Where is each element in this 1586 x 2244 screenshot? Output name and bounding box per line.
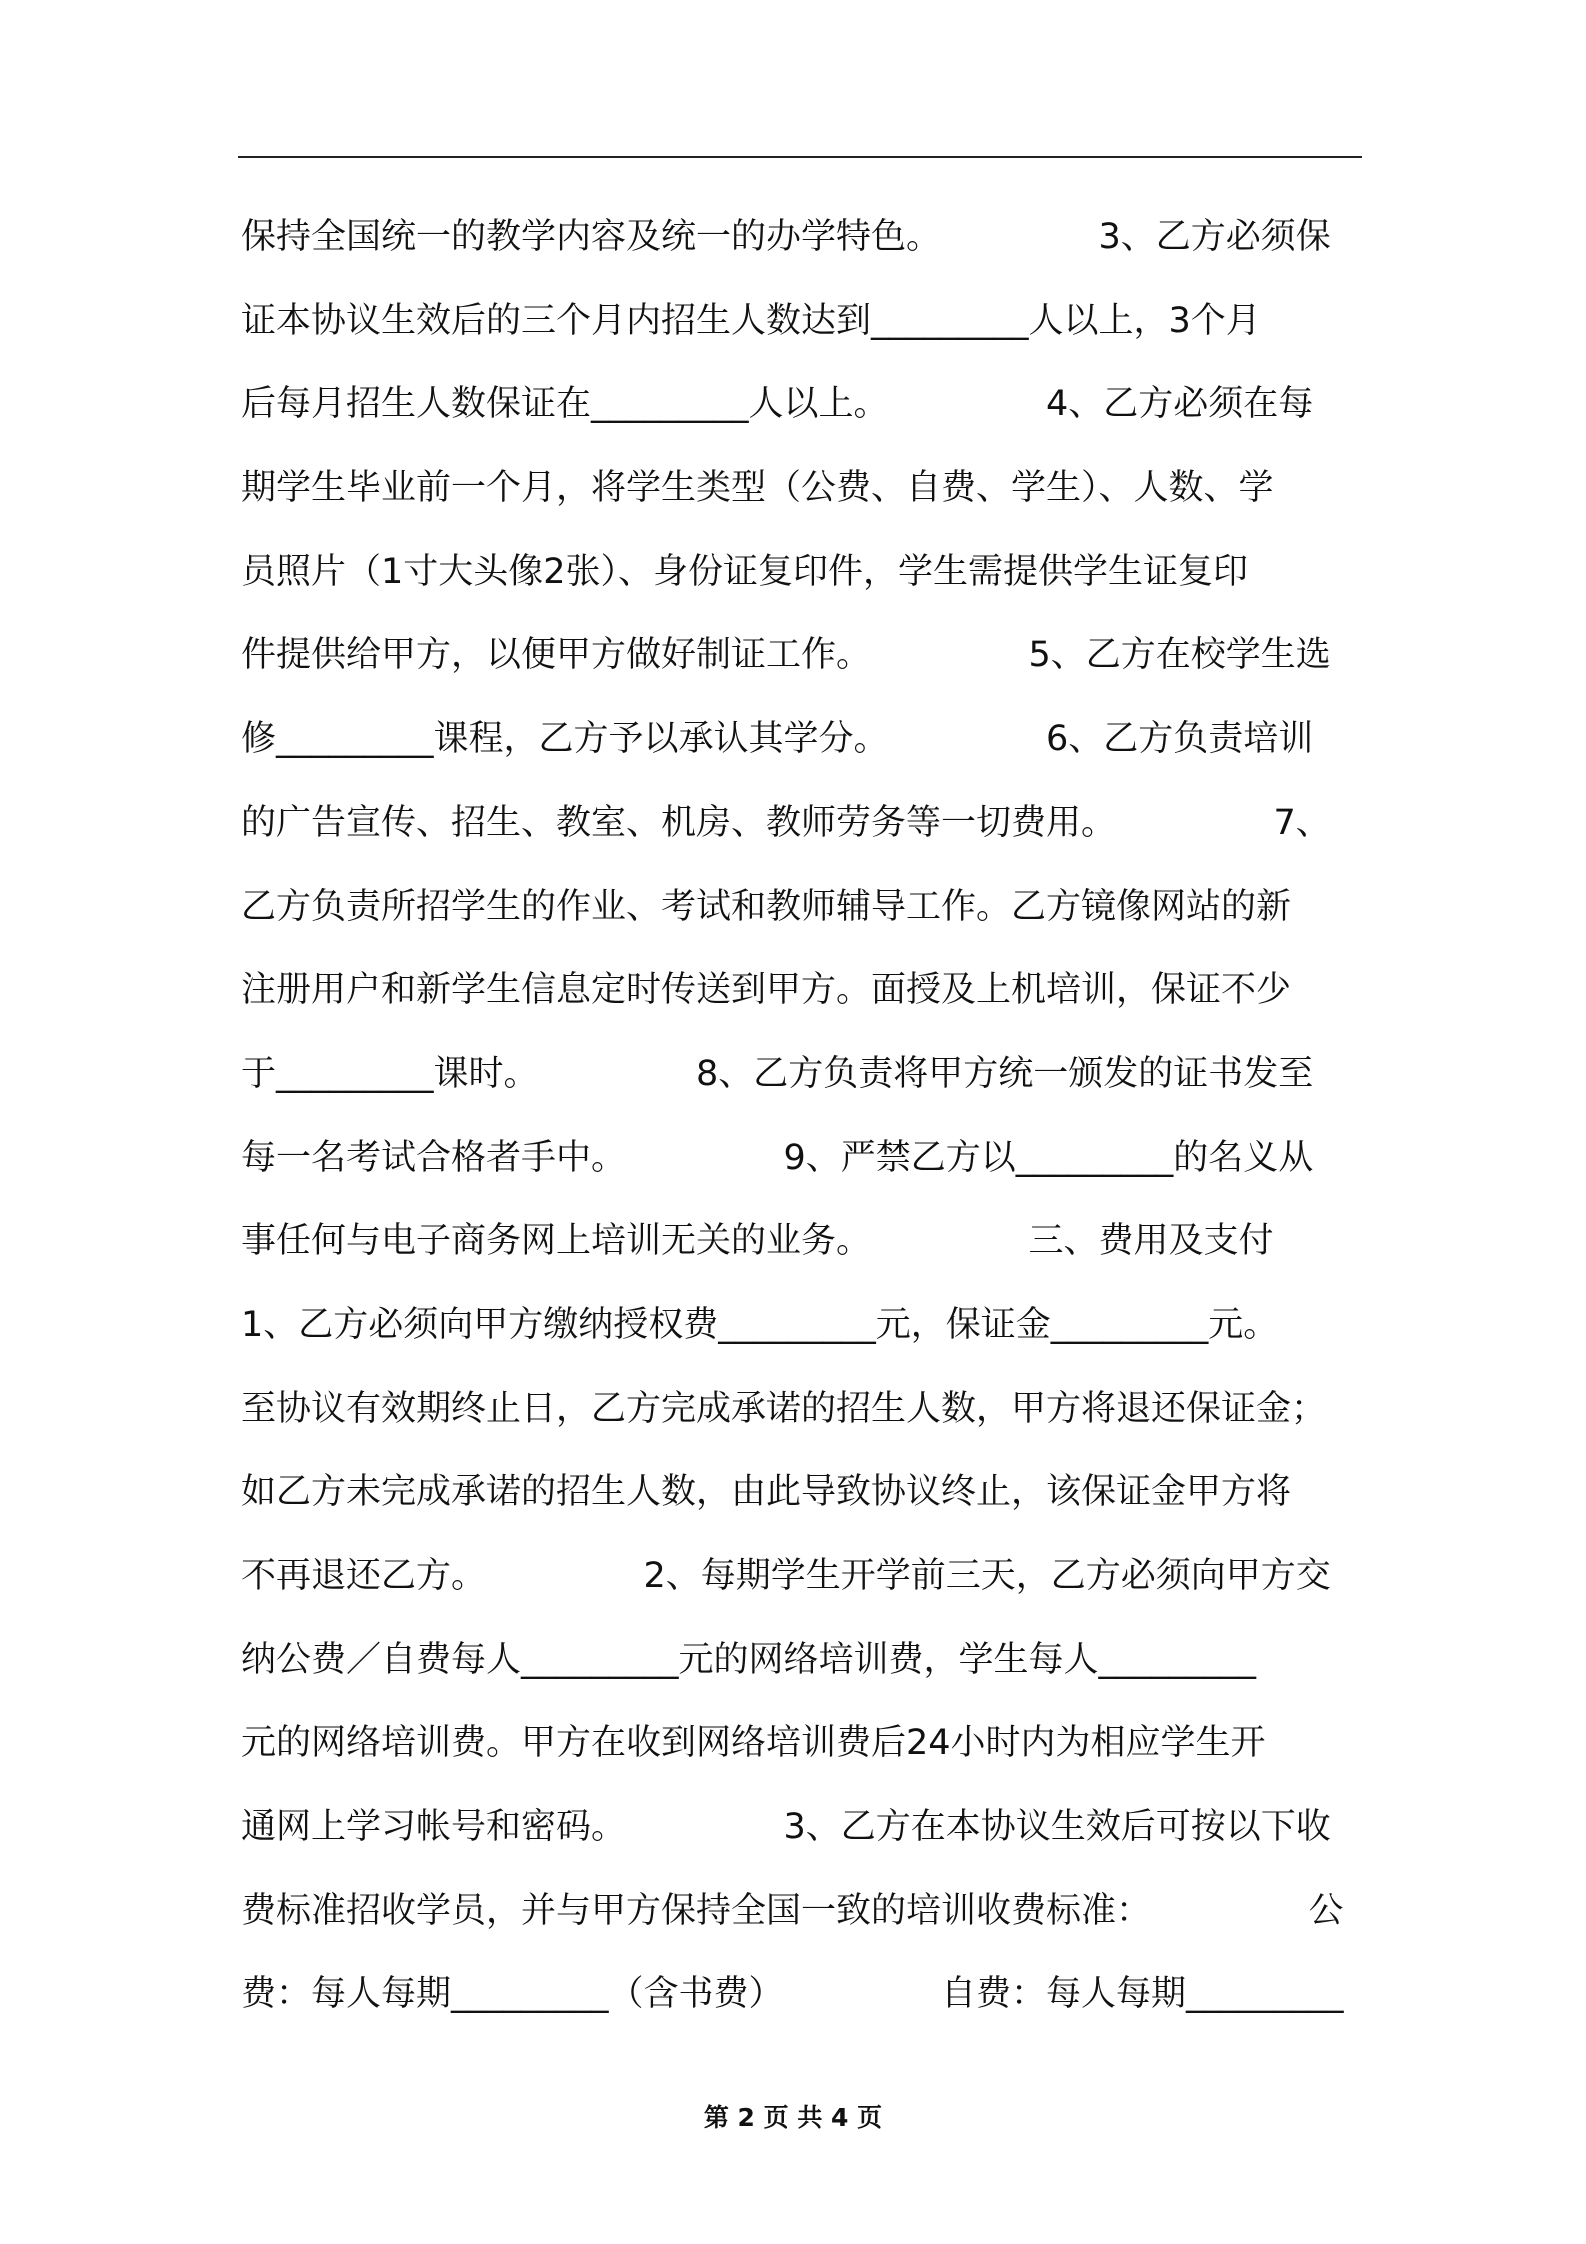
body-text [241, 196, 1361, 2037]
body-line: 纳公费／自费每人_________元的网络培训费，学生每人_________ [241, 1639, 1257, 1680]
body-line: 期学生毕业前一个月，将学生类型（公费、自费、学生）、人数、学 [241, 468, 1274, 509]
body-line: 注册用户和新学生信息定时传送到甲方。面授及上机培训，保证不少 [241, 970, 1292, 1011]
body-line: 如乙方未完成承诺的招生人数，由此导致协议终止，该保证金甲方将 [241, 1472, 1292, 1513]
body-line: 费标准招收学员，并与甲方保持全国一致的培训收费标准： 公 [241, 1890, 1344, 1931]
body-line: 事任何与电子商务网上培训无关的业务。 三、费用及支付 [241, 1221, 1274, 1262]
body-line: 乙方负责所招学生的作业、考试和教师辅导工作。乙方镜像网站的新 [241, 886, 1292, 927]
body-line: 通网上学习帐号和密码。 3、乙方在本协议生效后可按以下收 [241, 1807, 1331, 1848]
body-line: 后每月招生人数保证在_________人以上。 4、乙方必须在每 [241, 384, 1314, 425]
body-line: 修_________课程，乙方予以承认其学分。 6、乙方负责培训 [241, 719, 1314, 760]
body-line: 于_________课时。 8、乙方负责将甲方统一颁发的证书发至 [241, 1053, 1314, 1094]
body-line: 不再退还乙方。 2、每期学生开学前三天，乙方必须向甲方交 [241, 1556, 1331, 1596]
body-line: 保持全国统一的教学内容及统一的办学特色。 3、乙方必须保 [241, 217, 1331, 257]
body-line: 元的网络培训费。甲方在收到网络培训费后24小时内为相应学生开 [241, 1723, 1266, 1764]
page-footer: 第 2 页 共 4 页 [703, 2103, 883, 2132]
body-line: 员照片（1寸大头像2张）、身份证复印件，学生需提供学生证复印 [241, 551, 1249, 592]
body-line: 1、乙方必须向甲方缴纳授权费_________元，保证金_________元。 [241, 1304, 1279, 1345]
body-line: 证本协议生效后的三个月内招生人数达到_________人以上，3个月 [241, 300, 1261, 341]
body-line: 件提供给甲方，以便甲方做好制证工作。 5、乙方在校学生选 [241, 635, 1331, 676]
body-line: 的广告宣传、招生、教室、机房、教师劳务等一切费用。 7、 [241, 802, 1331, 843]
body-line: 每一名考试合格者手中。 9、严禁乙方以_________的名义从 [241, 1137, 1314, 1178]
body-line: 费：每人每期_________（含书费） 自费：每人每期_________ [241, 1974, 1344, 2015]
header-rule [238, 156, 1362, 158]
body-line: 至协议有效期终止日，乙方完成承诺的招生人数，甲方将退还保证金； [241, 1388, 1327, 1429]
